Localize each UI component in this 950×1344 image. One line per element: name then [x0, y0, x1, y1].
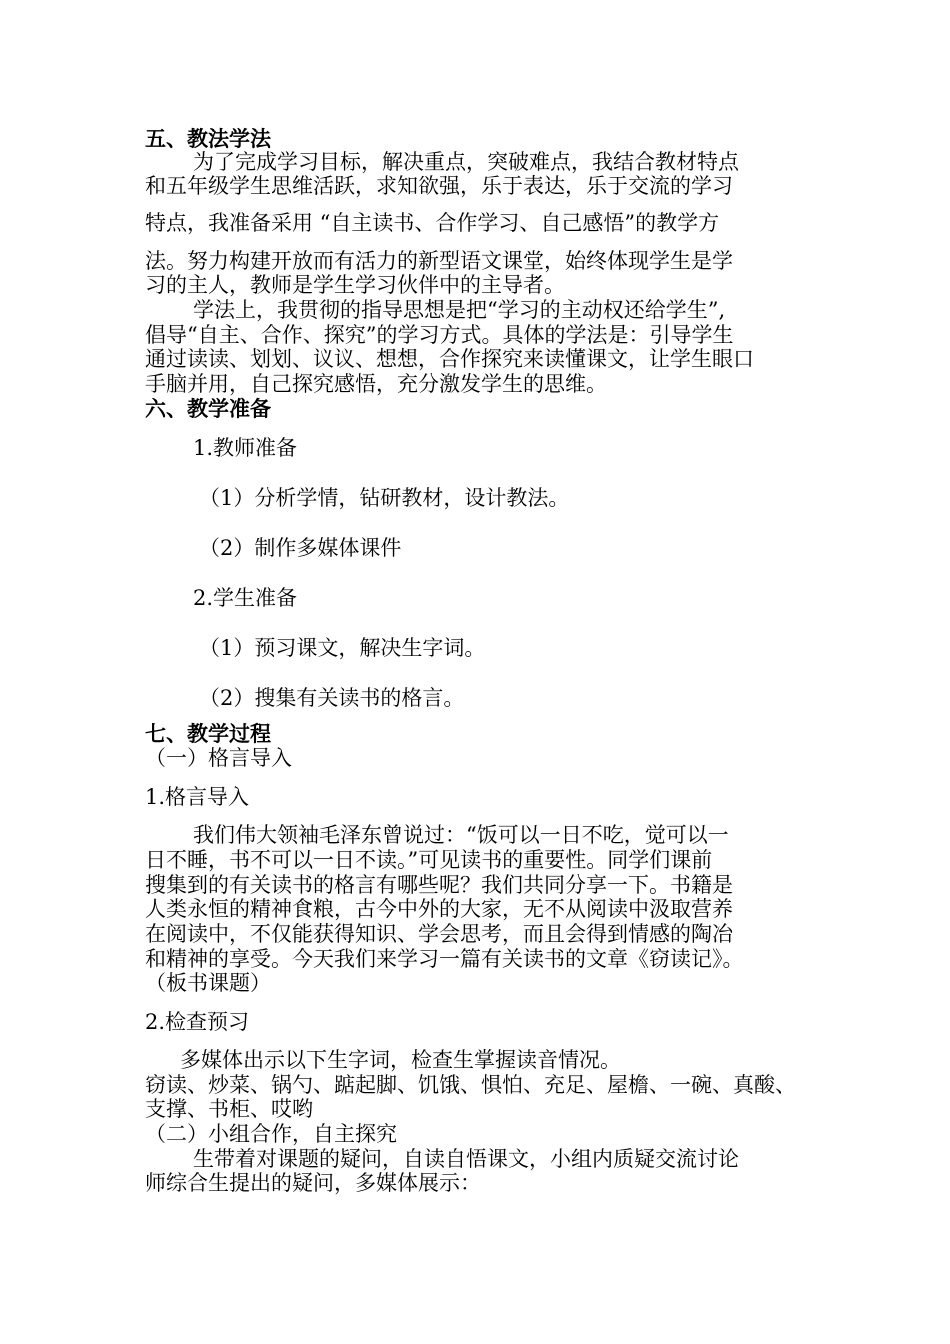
paragraph-line: 为了完成学习目标，解决重点，突破难点，我结合教材特点: [193, 150, 739, 174]
paragraph-line: 搜集到的有关读书的格言有哪些呢？我们共同分享一下。书籍是: [145, 873, 733, 897]
list-item: （1）分析学情，钻研教材，设计教法。: [199, 486, 570, 510]
paragraph-line: 和精神的享受。今天我们来学习一篇有关读书的文章《窃读记》。: [145, 947, 744, 971]
paragraph-line: 人类永恒的精神食粮，古今中外的大家，无不从阅读中汲取营养: [145, 897, 733, 921]
step-title: 2.检查预习: [145, 1010, 250, 1034]
paragraph-line: 学法上，我贯彻的指导思想是把“学习的主动权还给学生”,: [193, 298, 726, 322]
paragraph-line: 法。努力构建开放而有活力的新型语文课堂，始终体现学生是学: [145, 249, 733, 273]
paragraph-line: 通过读读、划划、议议、想想，合作探究来读懂课文，让学生眼口: [145, 347, 754, 371]
list-item: （1）预习课文，解决生字词。: [199, 636, 486, 660]
subsection-title: 2.学生准备: [193, 586, 298, 610]
paragraph-line: 特点，我准备采用 “自主读书、合作学习、自己感悟”的教学方: [145, 211, 720, 235]
paragraph-line: 手脑并用，自己探究感悟，充分激发学生的思维。: [145, 372, 607, 396]
word-list-line: 窃读、炒菜、锅勺、踮起脚、饥饿、惧怕、充足、屋檐、一碗、真酸、: [145, 1073, 796, 1097]
part-title: （二）小组合作，自主探究: [145, 1122, 397, 1146]
step-title: 1.格言导入: [145, 785, 250, 809]
section-heading-7: 七、教学过程: [145, 721, 271, 746]
paragraph-line: （板书课题）: [145, 971, 271, 995]
section-heading-5: 五、教法学法: [145, 126, 271, 151]
word-list-line: 支撑、书柜、哎哟: [145, 1097, 313, 1121]
part-title: （一）格言导入: [145, 746, 292, 770]
paragraph-line: 日不睡，书不可以一日不读。”可见读书的重要性。同学们课前: [145, 848, 713, 872]
list-item: （2）搜集有关读书的格言。: [199, 686, 465, 710]
list-item: （2）制作多媒体课件: [199, 536, 402, 560]
paragraph-line: 我们伟大领袖毛泽东曾说过：“饭可以一日不吃，觉可以一: [193, 823, 729, 847]
paragraph-line: 习的主人，教师是学生学习伙伴中的主导者。: [145, 273, 565, 297]
paragraph-line: 生带着对课题的疑问，自读自悟课文，小组内质疑交流讨论: [193, 1147, 739, 1171]
paragraph-line: 和五年级学生思维活跃，求知欲强，乐于表达，乐于交流的学习: [145, 174, 733, 198]
paragraph-line: 多媒体出示以下生字词，检查生掌握读音情况。: [180, 1048, 621, 1072]
paragraph-line: 在阅读中，不仅能获得知识、学会思考，而且会得到情感的陶冶: [145, 922, 733, 946]
paragraph-line: 师综合生提出的疑问，多媒体展示：: [145, 1171, 481, 1195]
subsection-title: 1.教师准备: [193, 436, 298, 460]
section-heading-6: 六、教学准备: [145, 396, 271, 421]
paragraph-line: 倡导“自主、合作、探究”的学习方式。具体的学法是：引导学生: [145, 323, 734, 347]
